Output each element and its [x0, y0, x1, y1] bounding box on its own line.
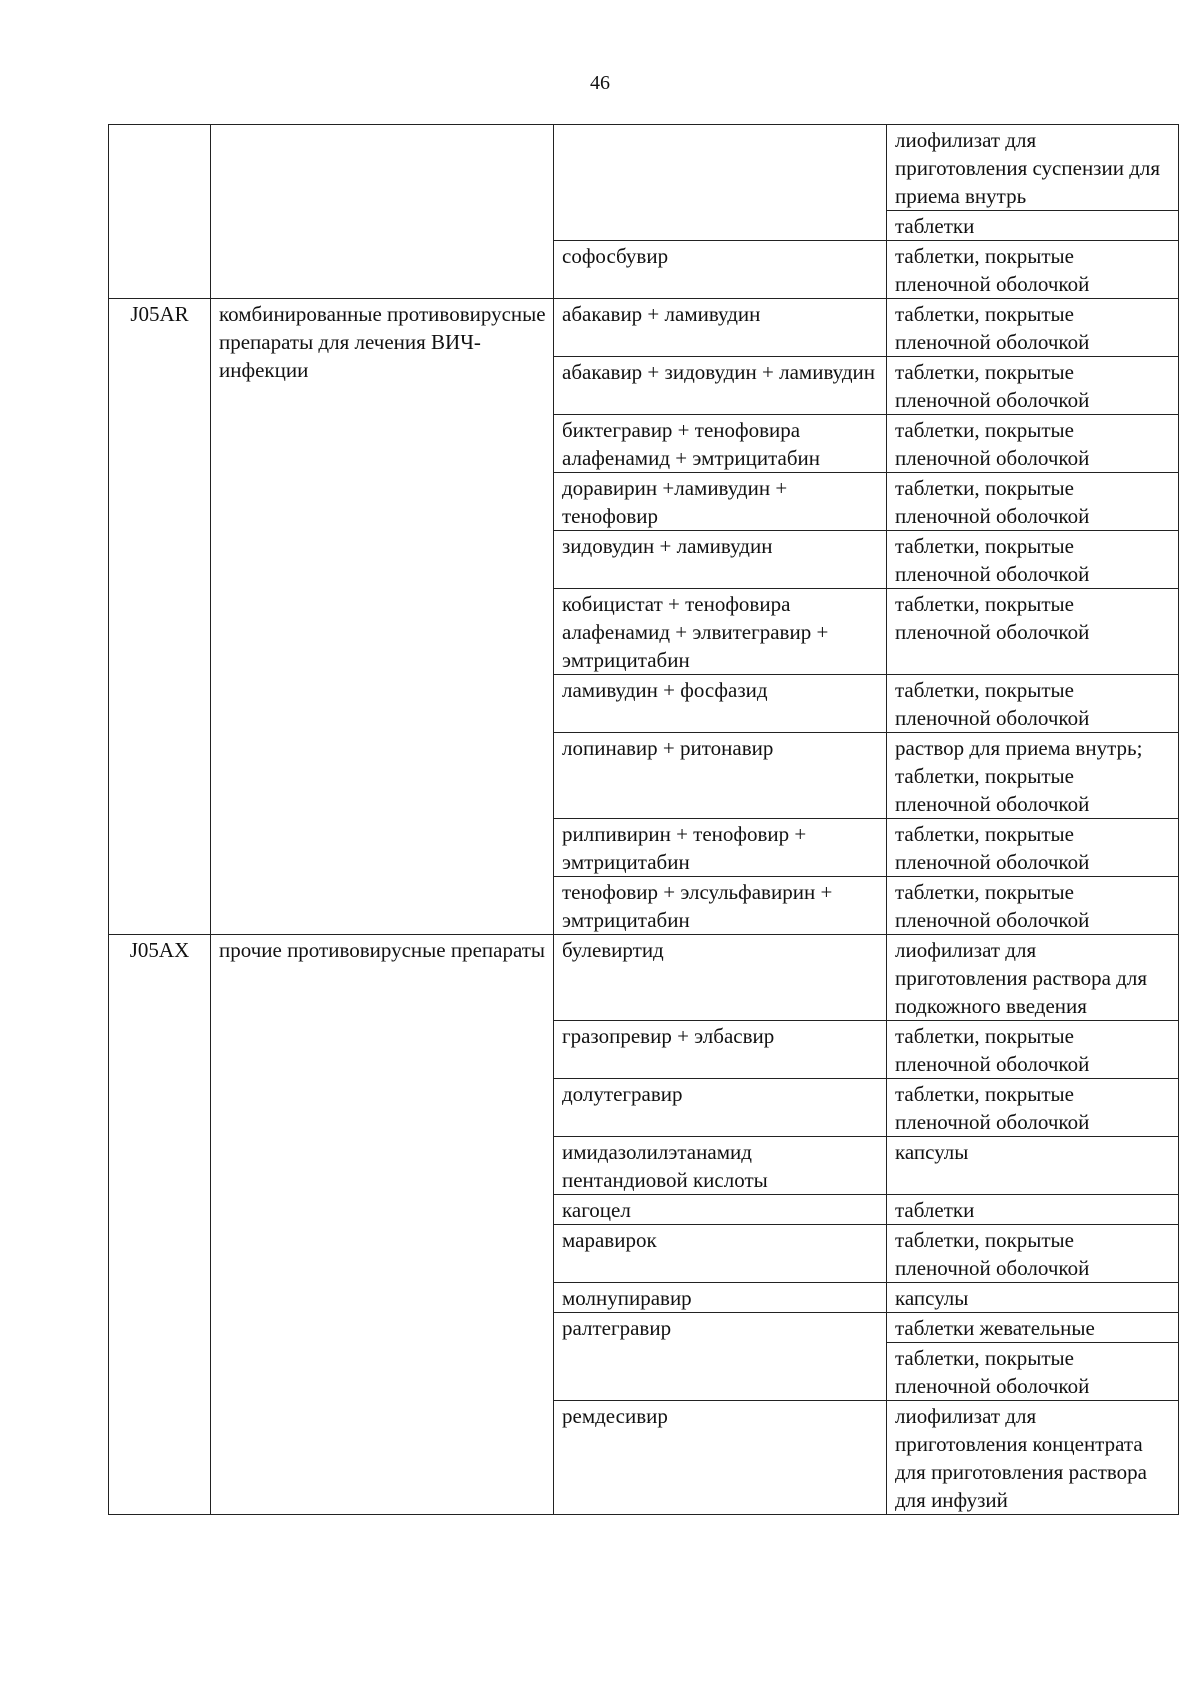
dosage-form-cell: таблетки, покрытые пленочной оболочкой	[887, 299, 1179, 357]
dosage-form-cell: лиофилизат для приготовления концентрата для приготовления раствора для инфузий	[887, 1401, 1179, 1515]
page-number: 46	[590, 72, 610, 94]
drug-name-cell: молнупиравир	[554, 1283, 887, 1313]
dosage-form-cell: таблетки, покрытые пленочной оболочкой	[887, 415, 1179, 473]
dosage-form-cell: таблетки	[887, 211, 1179, 241]
dosage-form-cell: таблетки, покрытые пленочной оболочкой	[887, 357, 1179, 415]
dosage-form-cell: таблетки, покрытые пленочной оболочкой	[887, 819, 1179, 877]
dosage-form-cell: таблетки, покрытые пленочной оболочкой	[887, 531, 1179, 589]
group-name-cell	[211, 125, 554, 299]
dosage-form-cell: лиофилизат для приготовления суспензии для приема внутрь	[887, 125, 1179, 211]
dosage-form-cell: таблетки, покрытые пленочной оболочкой	[887, 1343, 1179, 1401]
drug-name-cell: софосбувир	[554, 241, 887, 299]
group-name-cell: комбинированные противовирусные препараты для лечения ВИЧ-инфекции	[211, 299, 554, 935]
dosage-form-cell: таблетки жевательные	[887, 1313, 1179, 1343]
table-row	[109, 935, 1179, 1021]
drug-name-cell: долутегравир	[554, 1079, 887, 1137]
dosage-form-cell: лиофилизат для приготовления раствора для подкожного введения	[887, 935, 1179, 1021]
drug-name-cell: маравирок	[554, 1225, 887, 1283]
drug-table-body	[109, 125, 1179, 1515]
drug-name-cell: имидазолилэтанамид пентандиовой кислоты	[554, 1137, 887, 1195]
atc-code-cell: J05AX	[109, 935, 211, 1515]
dosage-form-cell: капсулы	[887, 1137, 1179, 1195]
dosage-form-cell: таблетки, покрытые пленочной оболочкой	[887, 1021, 1179, 1079]
drug-name-cell	[554, 125, 887, 241]
atc-code-cell	[109, 125, 211, 299]
drug-name-cell: доравирин +ламивудин + тенофовир	[554, 473, 887, 531]
dosage-form-cell: таблетки	[887, 1195, 1179, 1225]
drug-name-cell: ралтегравир	[554, 1313, 887, 1401]
drug-name-cell: ремдесивир	[554, 1401, 887, 1515]
dosage-form-cell: таблетки, покрытые пленочной оболочкой	[887, 877, 1179, 935]
drug-name-cell: биктегравир + тенофовира алафенамид + эмтрицитабин	[554, 415, 887, 473]
dosage-form-cell: таблетки, покрытые пленочной оболочкой	[887, 241, 1179, 299]
atc-code-cell: J05AR	[109, 299, 211, 935]
group-name-cell: прочие противовирусные препараты	[211, 935, 554, 1515]
dosage-form-cell: таблетки, покрытые пленочной оболочкой	[887, 589, 1179, 675]
drug-name-cell: ламивудин + фосфазид	[554, 675, 887, 733]
drug-name-cell: абакавир + ламивудин	[554, 299, 887, 357]
drug-table	[108, 124, 1179, 1515]
table-row	[109, 299, 1179, 357]
dosage-form-cell: таблетки, покрытые пленочной оболочкой	[887, 1079, 1179, 1137]
dosage-form-cell: таблетки, покрытые пленочной оболочкой	[887, 473, 1179, 531]
table-row	[109, 125, 1179, 211]
dosage-form-cell: раствор для приема внутрь; таблетки, покрытые пленочной оболочкой	[887, 733, 1179, 819]
dosage-form-cell: капсулы	[887, 1283, 1179, 1313]
drug-name-cell: рилпивирин + тенофовир + эмтрицитабин	[554, 819, 887, 877]
drug-name-cell: кобицистат + тенофовира алафенамид + элвитегравир + эмтрицитабин	[554, 589, 887, 675]
drug-name-cell: абакавир + зидовудин + ламивудин	[554, 357, 887, 415]
drug-name-cell: булевиртид	[554, 935, 887, 1021]
dosage-form-cell: таблетки, покрытые пленочной оболочкой	[887, 675, 1179, 733]
drug-name-cell: кагоцел	[554, 1195, 887, 1225]
drug-name-cell: гразопревир + элбасвир	[554, 1021, 887, 1079]
dosage-form-cell: таблетки, покрытые пленочной оболочкой	[887, 1225, 1179, 1283]
drug-name-cell: зидовудин + ламивудин	[554, 531, 887, 589]
drug-name-cell: лопинавир + ритонавир	[554, 733, 887, 819]
drug-name-cell: тенофовир + элсульфавирин + эмтрицитабин	[554, 877, 887, 935]
